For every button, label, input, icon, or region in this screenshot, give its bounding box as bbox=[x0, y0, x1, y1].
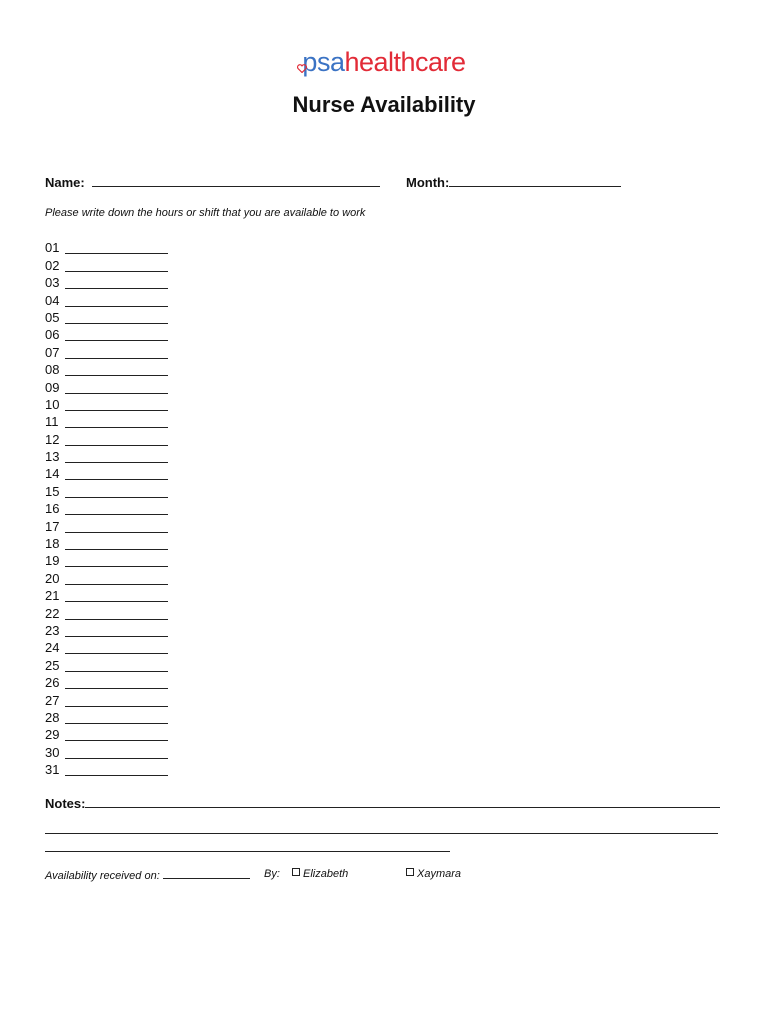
day-row bbox=[45, 535, 168, 552]
day-availability-blank[interactable] bbox=[65, 328, 168, 341]
day-availability-blank[interactable] bbox=[65, 763, 168, 776]
instructions-text: Please write down the hours or shift that you are available to work bbox=[45, 207, 366, 219]
day-number: 03 bbox=[45, 275, 60, 291]
day-availability-blank[interactable] bbox=[65, 311, 168, 324]
day-row bbox=[45, 743, 168, 760]
day-availability-blank[interactable] bbox=[65, 589, 168, 602]
day-row bbox=[45, 656, 168, 673]
day-number: 21 bbox=[45, 588, 60, 604]
day-number: 22 bbox=[45, 605, 60, 621]
day-row bbox=[45, 361, 168, 378]
day-number: 24 bbox=[45, 640, 60, 656]
day-number: 25 bbox=[45, 657, 60, 673]
day-row bbox=[45, 239, 168, 256]
day-availability-blank[interactable] bbox=[65, 502, 168, 515]
day-availability-blank[interactable] bbox=[65, 520, 168, 533]
day-number: 06 bbox=[45, 327, 60, 343]
day-row bbox=[45, 726, 168, 743]
day-number: 14 bbox=[45, 466, 60, 482]
day-row bbox=[45, 343, 168, 360]
day-row bbox=[45, 465, 168, 482]
day-availability-blank[interactable] bbox=[65, 728, 168, 741]
day-availability-blank[interactable] bbox=[65, 363, 168, 376]
checkbox-icon[interactable] bbox=[292, 868, 300, 876]
day-number: 10 bbox=[45, 396, 60, 412]
day-availability-blank[interactable] bbox=[65, 381, 168, 394]
page-title: Nurse Availability bbox=[292, 92, 476, 117]
day-availability-blank[interactable] bbox=[65, 241, 168, 254]
day-availability-blank[interactable] bbox=[65, 659, 168, 672]
day-availability-blank[interactable] bbox=[65, 276, 168, 289]
receiver-option[interactable] bbox=[292, 868, 348, 880]
day-number: 07 bbox=[45, 344, 60, 360]
logo-psa-text: psa bbox=[302, 47, 345, 77]
day-availability-blank[interactable] bbox=[65, 467, 168, 480]
day-availability-blank[interactable] bbox=[65, 294, 168, 307]
day-row bbox=[45, 326, 168, 343]
day-number: 13 bbox=[45, 449, 60, 465]
day-availability-blank[interactable] bbox=[65, 346, 168, 359]
day-row bbox=[45, 500, 168, 517]
day-row bbox=[45, 622, 168, 639]
day-availability-blank[interactable] bbox=[65, 676, 168, 689]
day-row bbox=[45, 448, 168, 465]
day-number: 19 bbox=[45, 553, 60, 569]
received-label: Availability received on: bbox=[45, 870, 160, 882]
day-row bbox=[45, 691, 168, 708]
day-row bbox=[45, 569, 168, 586]
logo-healthcare-text: healthcare bbox=[344, 47, 466, 77]
notes-blank-line-3[interactable] bbox=[45, 851, 450, 852]
received-date-blank[interactable] bbox=[163, 868, 250, 879]
day-availability-blank[interactable] bbox=[65, 259, 168, 272]
day-row bbox=[45, 413, 168, 430]
day-availability-blank[interactable] bbox=[65, 554, 168, 567]
day-row bbox=[45, 552, 168, 569]
day-number: 17 bbox=[45, 518, 60, 534]
day-number: 30 bbox=[45, 744, 60, 760]
day-row bbox=[45, 378, 168, 395]
month-field bbox=[406, 174, 621, 190]
day-number: 12 bbox=[45, 431, 60, 447]
day-availability-blank[interactable] bbox=[65, 485, 168, 498]
day-number: 20 bbox=[45, 570, 60, 586]
day-number: 01 bbox=[45, 240, 60, 256]
day-availability-blank[interactable] bbox=[65, 694, 168, 707]
day-number: 23 bbox=[45, 622, 60, 638]
receiver-name: Xaymara bbox=[417, 868, 462, 880]
day-number: 29 bbox=[45, 727, 60, 743]
day-number: 08 bbox=[45, 362, 60, 378]
day-number: 02 bbox=[45, 257, 60, 273]
day-list bbox=[45, 239, 168, 778]
day-availability-blank[interactable] bbox=[65, 450, 168, 463]
receiver-name: Elizabeth bbox=[303, 868, 349, 880]
notes-label: Notes: bbox=[45, 796, 86, 811]
day-number: 31 bbox=[45, 762, 60, 778]
day-availability-blank[interactable] bbox=[65, 433, 168, 446]
month-label: Month: bbox=[406, 175, 450, 190]
day-row bbox=[45, 709, 168, 726]
notes-blank-line-2[interactable] bbox=[45, 833, 718, 834]
name-field bbox=[45, 174, 380, 190]
day-row bbox=[45, 587, 168, 604]
received-row bbox=[45, 868, 462, 882]
day-row bbox=[45, 674, 168, 691]
day-number: 11 bbox=[45, 414, 59, 430]
day-row bbox=[45, 274, 168, 291]
day-availability-blank[interactable] bbox=[65, 415, 168, 428]
day-availability-blank[interactable] bbox=[65, 537, 168, 550]
receiver-option[interactable] bbox=[406, 868, 461, 880]
notes-field bbox=[45, 795, 720, 811]
checkbox-icon[interactable] bbox=[406, 868, 414, 876]
day-row bbox=[45, 482, 168, 499]
day-row bbox=[45, 396, 168, 413]
day-row bbox=[45, 761, 168, 778]
notes-blank-line[interactable] bbox=[85, 795, 720, 808]
day-number: 27 bbox=[45, 692, 60, 708]
day-availability-blank[interactable] bbox=[65, 746, 168, 759]
day-row bbox=[45, 639, 168, 656]
day-number: 16 bbox=[45, 501, 60, 517]
day-number: 18 bbox=[45, 536, 60, 552]
day-availability-blank[interactable] bbox=[65, 607, 168, 620]
day-row bbox=[45, 430, 168, 447]
name-blank-line[interactable] bbox=[92, 174, 380, 187]
day-number: 09 bbox=[45, 379, 60, 395]
psa-healthcare-logo bbox=[0, 46, 768, 78]
name-label: Name: bbox=[45, 175, 85, 190]
month-blank-line[interactable] bbox=[449, 174, 621, 187]
day-availability-blank[interactable] bbox=[65, 711, 168, 724]
day-number: 04 bbox=[45, 292, 60, 308]
day-number: 05 bbox=[45, 309, 60, 325]
day-availability-blank[interactable] bbox=[65, 398, 168, 411]
day-row bbox=[45, 291, 168, 308]
day-row bbox=[45, 309, 168, 326]
day-number: 26 bbox=[45, 675, 60, 691]
day-availability-blank[interactable] bbox=[65, 624, 168, 637]
day-availability-blank[interactable] bbox=[65, 572, 168, 585]
by-label: By: bbox=[264, 868, 280, 880]
day-row bbox=[45, 256, 168, 273]
day-availability-blank[interactable] bbox=[65, 641, 168, 654]
day-number: 15 bbox=[45, 483, 60, 499]
day-row bbox=[45, 517, 168, 534]
day-number: 28 bbox=[45, 709, 60, 725]
day-row bbox=[45, 604, 168, 621]
